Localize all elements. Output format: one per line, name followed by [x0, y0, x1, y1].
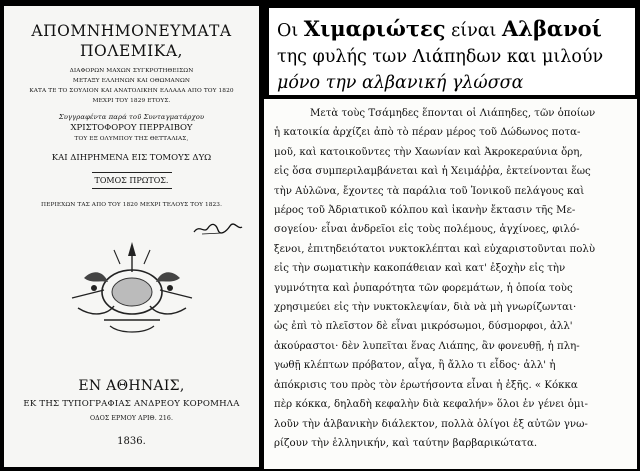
excerpt-line: μέρος τοῦ Ἀδριατικοῦ κόλπου καὶ ἱκανὴν ἔκτασιν τῆς Με- — [274, 205, 576, 217]
author-origin: ΤΟΥ ΕΞ ΟΛΥΜΠΟΥ ΤΗΣ ΘΕΤΤΑΛΙΑΣ, — [74, 136, 189, 142]
volumes-line: ΚΑΙ ΔΙΗΡΗΜΕΝΑ ΕΙΣ ΤΟΜΟΥΣ ΔΥΩ — [51, 153, 212, 163]
period-line: ΠΕΡΙΕΧΩΝ ΤΑΣ ΑΠΟ ΤΟΥ 1820 ΜΕΧΡΙ ΤΕΛΟΥΣ ΤΟΥ 1823. — [40, 202, 223, 208]
headline-bold-1: Χιμαριώτες — [303, 16, 446, 41]
excerpt-line: ἡ κατοικία ἀρχίζει ἀπὸ τὸ πέραν μέρος τοῦ Δώδωνος ποτα- — [274, 127, 581, 139]
excerpt-line: ξενοι, ἐπιτηδειότατοι νυκτοκλέπται καὶ εὐχαριστοῦνται πολὺ — [274, 243, 596, 255]
street-line: ΟΔΟΣ ΕΡΜΟΥ ΑΡΙΘ. 216. — [89, 415, 174, 422]
emblem-icon — [64, 238, 200, 338]
headline-pre: Οι — [277, 21, 304, 41]
title-line-5: ΚΑΤΑ ΤΕ ΤΟ ΣΟΥΛΙΟΝ ΚΑΙ ΑΝΑΤΟΛΙΚΗΝ ΕΛΛΑΔΑ ΑΠΟ ΤΟΥ 1820 — [29, 88, 234, 94]
excerpt-scan — [264, 99, 637, 469]
excerpt-line: τὴν Αὐλῶνα, ἔχοντες τὰ παράλια τοῦ Ἰονικοῦ πελάγους καὶ — [274, 185, 585, 197]
excerpt-line: μοῦ, καὶ κατοικοῦντες τὴν Χαωνίαν καὶ Ἀκροκεραύνια ὄρη, — [274, 146, 583, 158]
title-line-3: ΔΙΑΦΟΡΩΝ ΜΑΧΩΝ ΣΥΓΚΡΟΤΗΘΕΙΣΩΝ — [69, 68, 194, 74]
title-line-2: ΠΟΛΕΜΙΚΑ, — [80, 42, 183, 60]
excerpt-line: εἰς ὅσα συμπεριλαμβάνεται καὶ ἡ Χειμάῤῥα, ἐκτείνονται ἕως — [274, 166, 591, 178]
divider-bottom — [92, 188, 172, 189]
headline-box — [269, 8, 635, 95]
title-page-scan — [4, 6, 259, 467]
excerpt-line: Μετὰ τοὺς Τσάμηδες ἕπονται οἱ Λιάπηδες, τῶν ὁποίων — [310, 108, 596, 119]
excerpt-line: χρησιμεύει εἰς τὴν νυκτοκλεψίαν, διὰ νὰ μὴ γνωρίζωνται· — [274, 302, 577, 314]
publication-place: ΕΝ ΑΘΗΝΑΙΣ, — [78, 378, 185, 394]
printer-line: ΕΚ ΤΗΣ ΤΥΠΟΓΡΑΦΙΑΣ ΑΝΔΡΕΟΥ ΚΟΡΟΜΗΛΑ — [23, 399, 240, 409]
headline-mid: είναι — [445, 21, 502, 41]
excerpt-line: γωθῇ κλέπτων πρόβατον, αἶγα, ἢ ἄλλο τι εἶδος· ἀλλ' ἡ — [274, 360, 556, 372]
title-line-4: ΜΕΤΑΞΥ ΕΛΛΗΝΩΝ ΚΑΙ ΟΘΩΜΑΝΩΝ — [72, 78, 191, 84]
signature-icon — [192, 220, 244, 238]
headline-line-3: μόνο την αλβανική γλώσσα — [277, 73, 524, 93]
title-line-7: Συγγραφέντα παρά τοῦ Συνταγματάρχου — [58, 113, 205, 121]
publication-year: 1836. — [117, 436, 146, 447]
author-name: ΧΡΙΣΤΟΦΟΡΟΥ ΠΕΡΡΑΙΒΟΥ — [70, 123, 193, 133]
headline-line-1 — [277, 16, 629, 44]
title-line-6: ΜΕΧΡΙ ΤΟΥ 1829 ΕΤΟΥΣ. — [92, 98, 171, 104]
tome-label: ΤΟΜΟΣ ΠΡΩΤΟΣ. — [94, 176, 169, 185]
excerpt-line: σογείου· εἶναι ἀνδρεῖοι εἰς τοὺς πολέμους, ἀγχίνοες, φιλό- — [274, 224, 580, 236]
excerpt-line: εἰς τὴν σωματικὴν κακοπάθειαν καὶ κατ' ἐξοχὴν εἰς τὴν — [274, 263, 566, 275]
excerpt-line: λοῦν τὴν ἀλβανικὴν διάλεκτον, πολλὰ ὀλίγοι ἐξ αὐτῶν γνω- — [274, 418, 588, 430]
headline-bold-2: Αλβανοί — [501, 16, 602, 41]
divider-top — [92, 172, 172, 173]
excerpt-line: γυμνότητα καὶ ῥυπαρότητα τῶν φορεμάτων, ἡ ὁποία τοὺς — [274, 282, 573, 294]
excerpt-line: ἀπόκρισις του πρὸς τὸν ἐρωτήσοντα εἶναι ἡ ἑξῆς. « Κόκκα — [274, 379, 578, 391]
headline-line-2: της φυλής των Λιάπηδων και μιλούν — [277, 47, 604, 67]
title-line-1: ΑΠΟΜΝΗΜΟΝΕΥΜΑΤΑ — [31, 22, 232, 40]
excerpt-line: ρίζουν τὴν ἑλληνικήν, καὶ ταύτην βαρβαρικώτατα. — [274, 437, 538, 449]
excerpt-line: ἀκούραστοι· δὲν λυπεῖται ἕνας Λιάπης, ἂν φονευθῇ, ἡ πλη- — [274, 340, 580, 352]
excerpt-line: ὡς ἐπὶ τὸ πλεῖστον δὲ εἶναι μικρόσωμοι, δύσμορφοι, ἀλλ' — [274, 321, 573, 333]
excerpt-line: πὲρ κόκκα, δηλαδὴ κεφαλὴν διὰ κεφαλήν» ὅλοι ἐν γένει ὁμι- — [274, 399, 588, 411]
